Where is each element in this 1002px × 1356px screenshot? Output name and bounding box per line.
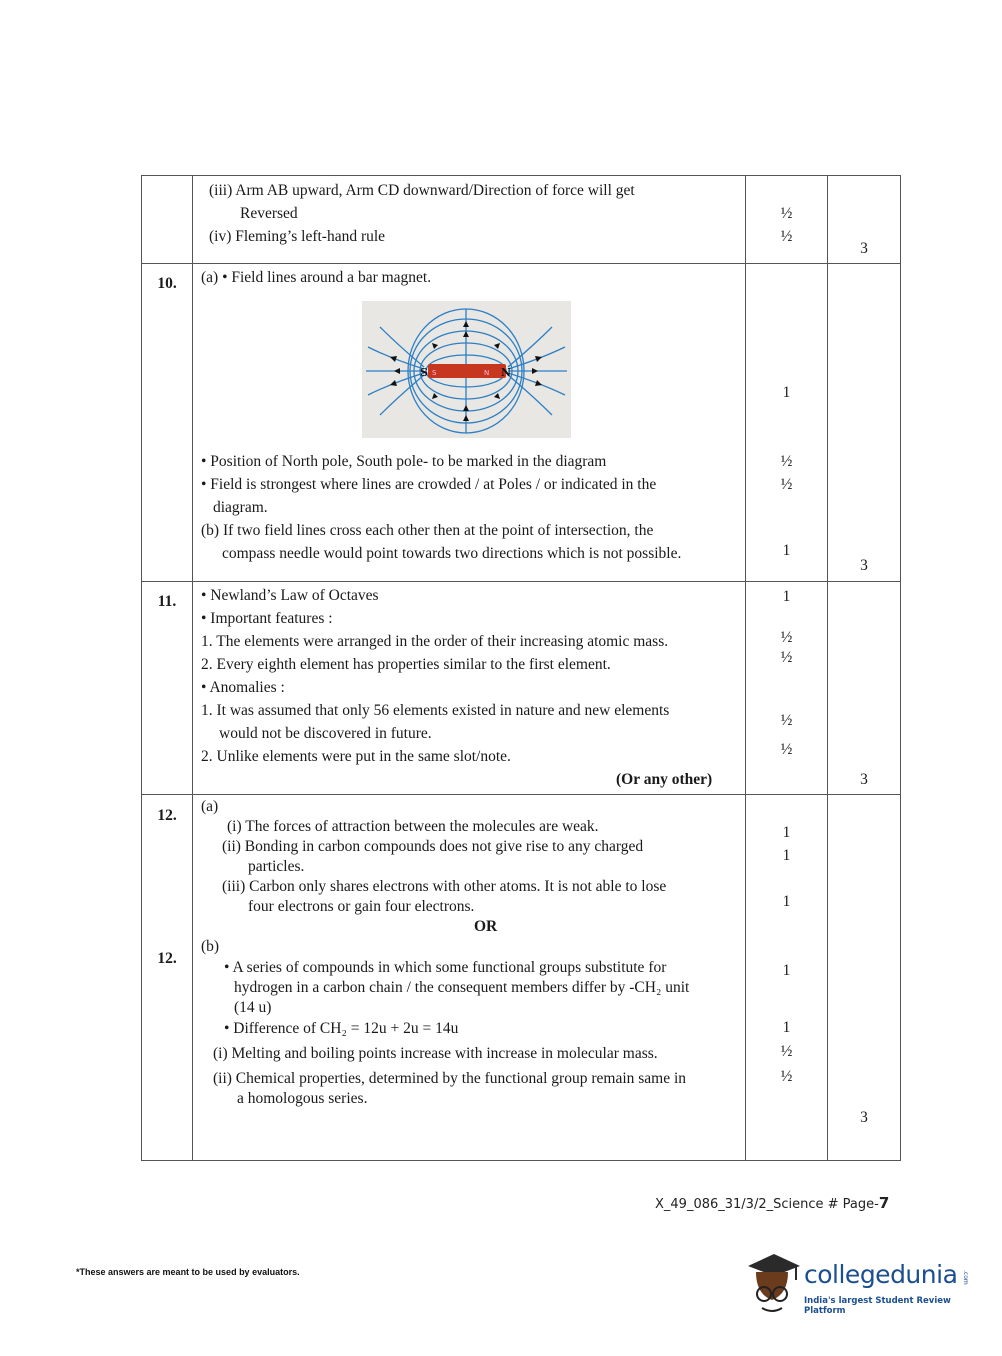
mark-value: ½ xyxy=(780,629,793,646)
answer-line: • Difference of CH₂ = 12u + 2u = 14u xyxy=(224,1020,459,1037)
bar-magnet-field-diagram xyxy=(362,301,571,438)
question-number: 11. xyxy=(157,593,177,610)
marks-cell xyxy=(746,795,828,1161)
mark-value: 1 xyxy=(782,588,791,605)
table-row-q10 xyxy=(142,264,901,582)
total-cell xyxy=(828,582,901,795)
answer-line: (b) xyxy=(201,938,220,955)
bar-magnet xyxy=(428,364,506,378)
mascot-icon xyxy=(742,1250,802,1318)
page-number: 7 xyxy=(878,1194,890,1212)
answer-line: • Position of North pole, South pole- to be marked in the diagram xyxy=(201,453,607,470)
answer-line: (i) Melting and boiling points increase with increase in molecular mass. xyxy=(213,1045,658,1062)
or-separator: OR xyxy=(474,918,498,935)
answer-line: diagram. xyxy=(213,499,268,516)
mark-value: 1 xyxy=(782,1019,791,1036)
mark-value: ½ xyxy=(780,228,793,245)
answer-line: (a) xyxy=(201,798,219,815)
answer-cell xyxy=(193,264,746,582)
mark-value: 1 xyxy=(782,824,791,841)
mark-value: ½ xyxy=(780,712,793,729)
magnet-north-marking: N xyxy=(484,369,490,377)
mark-value: ½ xyxy=(780,1043,793,1060)
answer-line: a homologous series. xyxy=(237,1090,368,1107)
total-cell xyxy=(828,264,901,582)
answer-line: (iv) Fleming’s left-hand rule xyxy=(209,228,386,245)
mark-value: ½ xyxy=(780,453,793,470)
table-row-q11 xyxy=(142,582,901,795)
answer-line: four electrons or gain four electrons. xyxy=(248,898,475,915)
brand-side-mark: .com xyxy=(962,1270,969,1285)
evaluator-note: *These answers are meant to be used by evaluators. xyxy=(76,1267,300,1277)
answer-line: hydrogen in a carbon chain / the consequent members differ by -CH₂ unit xyxy=(234,979,690,996)
brand-name: collegedunia xyxy=(804,1260,958,1289)
answer-line: would not be discovered in future. xyxy=(219,725,432,742)
question-number-cell xyxy=(142,795,193,1161)
total-value: 3 xyxy=(860,1109,868,1126)
question-number-cell xyxy=(142,176,193,264)
south-pole-label: S xyxy=(420,366,428,379)
answer-line: • Anomalies : xyxy=(201,679,285,696)
mark-value: 1 xyxy=(782,542,791,559)
answer-line: • Field is strongest where lines are crowded / at Poles / or indicated in the xyxy=(201,476,657,493)
answer-table xyxy=(141,175,901,1161)
answer-line: compass needle would point towards two directions which is not possible. xyxy=(222,545,682,562)
mark-value: 1 xyxy=(782,847,791,864)
answer-line: (i) The forces of attraction between the molecules are weak. xyxy=(227,818,599,835)
answer-line: particles. xyxy=(248,858,305,875)
answer-line: • A series of compounds in which some functional groups substitute for xyxy=(224,959,667,976)
answer-line: 1. The elements were arranged in the order of their increasing atomic mass. xyxy=(201,633,669,650)
document-code: X_49_086_31/3/2_Science # Page- xyxy=(655,1197,879,1212)
answer-line: (iii) Carbon only shares electrons with other atoms. It is not able to lose xyxy=(222,878,667,895)
answer-line: (14 u) xyxy=(234,999,272,1016)
mark-value: 1 xyxy=(782,893,791,910)
question-number: 12. xyxy=(157,807,177,824)
brand-tagline: India's largest Student Review Platform xyxy=(804,1296,951,1316)
magnet-south-marking: S xyxy=(432,369,437,377)
north-pole-label: N xyxy=(501,366,512,379)
answer-line: Reversed xyxy=(240,205,298,222)
mark-value: ½ xyxy=(780,205,793,222)
mark-value: 1 xyxy=(782,962,791,979)
answer-line: • Newland’s Law of Octaves xyxy=(201,587,379,604)
mark-value: ½ xyxy=(780,649,793,666)
marks-cell xyxy=(746,582,828,795)
page-footer-code xyxy=(655,1194,889,1212)
answer-line: 2. Every eighth element has properties similar to the first element. xyxy=(201,656,611,673)
answer-note: (Or any other) xyxy=(616,771,713,788)
collegedunia-logo xyxy=(742,1250,982,1318)
total-value: 3 xyxy=(860,240,868,257)
magnet-field-lines-icon xyxy=(362,301,571,438)
answer-cell xyxy=(193,176,746,264)
question-number: 12. xyxy=(157,950,177,967)
answer-line: (ii) Chemical properties, determined by the functional group remain same in xyxy=(213,1070,687,1087)
mark-value: ½ xyxy=(780,741,793,758)
total-value: 3 xyxy=(860,557,868,574)
question-number-cell xyxy=(142,264,193,582)
answer-line: (iii) Arm AB upward, Arm CD downward/Direction of force will get xyxy=(209,182,635,199)
question-number: 10. xyxy=(157,275,177,292)
answer-line: (a) • Field lines around a bar magnet. xyxy=(201,269,432,286)
marks-cell xyxy=(746,264,828,582)
answer-line: • Important features : xyxy=(201,610,333,627)
question-number-cell xyxy=(142,582,193,795)
total-cell xyxy=(828,795,901,1161)
total-cell xyxy=(828,176,901,264)
table-row-q12 xyxy=(142,795,901,1161)
mark-value: ½ xyxy=(780,476,793,493)
answer-cell xyxy=(193,582,746,795)
answer-line: (ii) Bonding in carbon compounds does not give rise to any charged xyxy=(222,838,644,855)
answer-line: (b) If two field lines cross each other then at the point of intersection, the xyxy=(201,522,654,539)
mark-value: ½ xyxy=(780,1068,793,1085)
marks-cell xyxy=(746,176,828,264)
mark-value: 1 xyxy=(782,384,791,401)
table-row-q9 xyxy=(142,176,901,264)
answer-line: 2. Unlike elements were put in the same slot/note. xyxy=(201,748,511,765)
answer-line: 1. It was assumed that only 56 elements existed in nature and new elements xyxy=(201,702,670,719)
total-value: 3 xyxy=(860,771,868,788)
answer-cell xyxy=(193,795,746,1161)
